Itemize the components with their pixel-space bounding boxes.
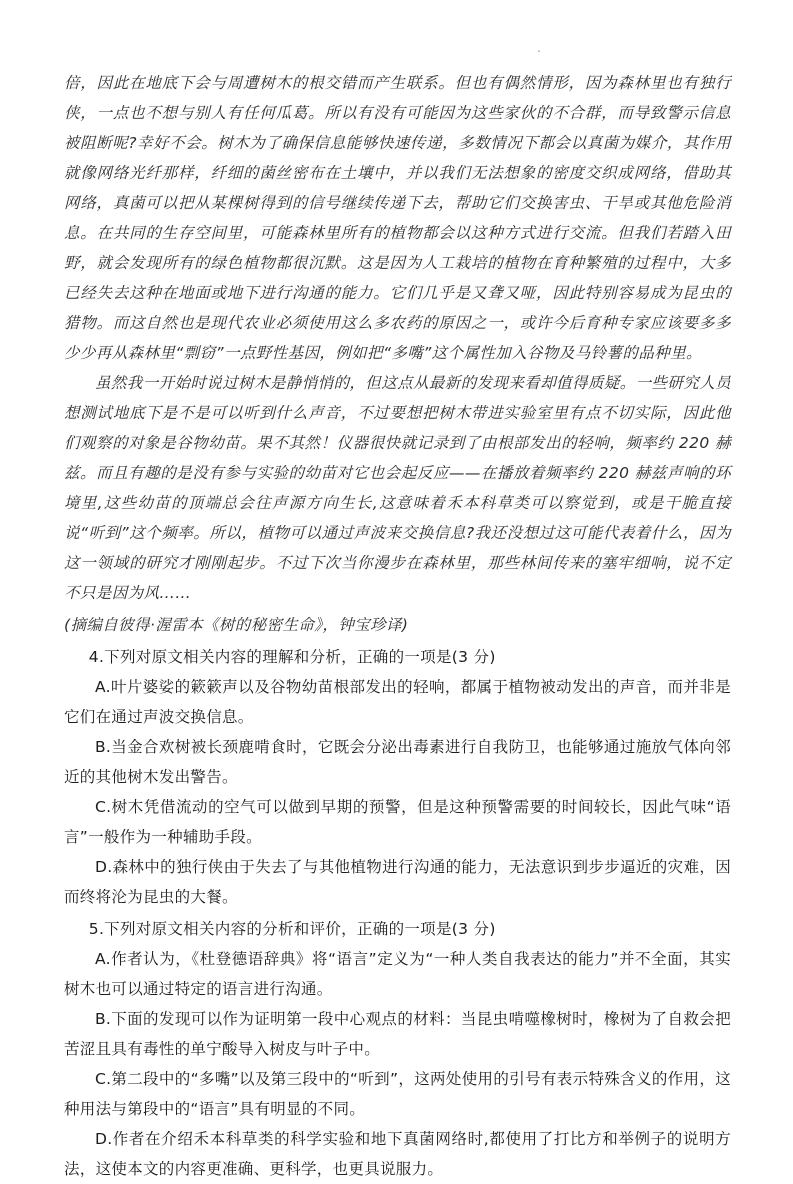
- question-5-option-d: D.作者在介绍禾本科草类的科学实验和地下真菌网络时,都使用了打比方和举例子的说明方法，这使本文的内容更准确、更科学，也更具说服力。: [64, 1130, 731, 1178]
- question-4-stem: 4.下列对原文相关内容的理解和分析，正确的一项是(3 分): [88, 648, 496, 666]
- question-4-option-c: C.树木凭借流动的空气可以做到早期的预警，但是这种预警需要的时间较长，因此气味“语言”一般作为一种辅助手段。: [64, 798, 731, 846]
- page-top-dot: .: [537, 41, 541, 55]
- question-4-option-d: D.森林中的独行侠由于失去了与其他植物进行沟通的能力，无法意识到步步逼近的灾难，因而终将沦为昆虫的大餐。: [64, 858, 731, 906]
- question-4: [64, 642, 731, 912]
- question-4-option-b: B.当金合欢树被长颈鹿啃食时，它既会分泌出毒素进行自我防卫，也能够通过施放气体向邻近的其他树木发出警告。: [64, 738, 731, 786]
- passage-paragraph-continuation: 倍，因此在地底下会与周遭树木的根交错而产生联系。但也有偶然情形，因为森林里也有独行侠，一点也不想与别人有任何瓜葛。所以有没有可能因为这些家伙的不合群，而导致警示信息被阻断呢?幸好不会。树木为了确保信息能够快速传递，多数情况下都会以真菌为媒介，其作用就像网络光纤那样，纤细的菌丝密布在土壤中，并以我们无法想象的密度交织成网络，借助其网络，真菌可以把从某棵树得到的信号继续传递下去，帮助它们交换害虫、干旱或其他危险消息。在共同的生存空间里，可能森林里所有的植物都会以这种方式进行交流。但我们若踏入田野，就会发现所有的绿色植物都很沉默。这是因为人工栽培的植物在育种繁殖的过程中，大多已经失去这种在地面或地下进行沟通的能力。它们几乎是又聋又哑，因此特别容易成为昆虫的猎物。而这自然也是现代农业必须使用这么多农药的原因之一，或许今后育种专家应该要多多少少再从森林里“剽窃”一点野性基因，例如把“多嘴”这个属性加入谷物及马铃薯的品种里。: [64, 74, 731, 362]
- question-5-option-b: B.下面的发现可以作为证明第一段中心观点的材料：当昆虫啃噬橡树时，橡树为了自救会把苦涩且具有毒性的单宁酸导入树皮与叶子中。: [64, 1010, 731, 1058]
- passage-attribution: (摘编自彼得·渥雷本《树的秘密生命》，钟宝珍译): [64, 616, 409, 634]
- reading-passage: [64, 68, 731, 640]
- question-5: [64, 914, 731, 1184]
- question-5-option-c: C.第二段中的“多嘴”以及第三段中的“听到”，这两处使用的引号有表示特殊含义的作用，这种用法与第段中的“语言”具有明显的不同。: [64, 1070, 731, 1118]
- question-5-stem: 5.下列对原文相关内容的分析和评价，正确的一项是(3 分): [88, 920, 496, 938]
- passage-paragraph-2: 虽然我一开始时说过树木是静悄悄的，但这点从最新的发现来看却值得质疑。一些研究人员想测试地底下是不是可以听到什么声音，不过要想把树木带进实验室里有点不切实际，因此他们观察的对象是谷物幼苗。果不其然！仪器很快就记录到了由根部发出的轻响，频率约 220 赫兹。而且有趣的是没有参与实验的幼苗对它也会起反应——在播放着频率约 220 赫兹声响的环境里,这些幼苗的顶端总会往声源方向生长,这意味着禾本科草类可以察觉到，或是干脆直接说“听到”这个频率。所以，植物可以通过声波来交换信息?我还没想过这可能代表着什么，因为这一领域的研究才刚刚起步。不过下次当你漫步在森林里，那些林间传来的塞牢细响，说不定不只是因为风……: [64, 374, 732, 602]
- question-5-option-a: A.作者认为，《杜登德语辞典》将“语言”定义为“一种人类自我表达的能力”并不全面，其实树木也可以通过特定的语言进行沟通。: [64, 950, 731, 998]
- question-section: [64, 642, 731, 1184]
- question-4-option-a: A.叶片婆娑的簌簌声以及谷物幼苗根部发出的轻响，都属于植物被动发出的声音，而并非是它们在通过声波交换信息。: [64, 678, 731, 726]
